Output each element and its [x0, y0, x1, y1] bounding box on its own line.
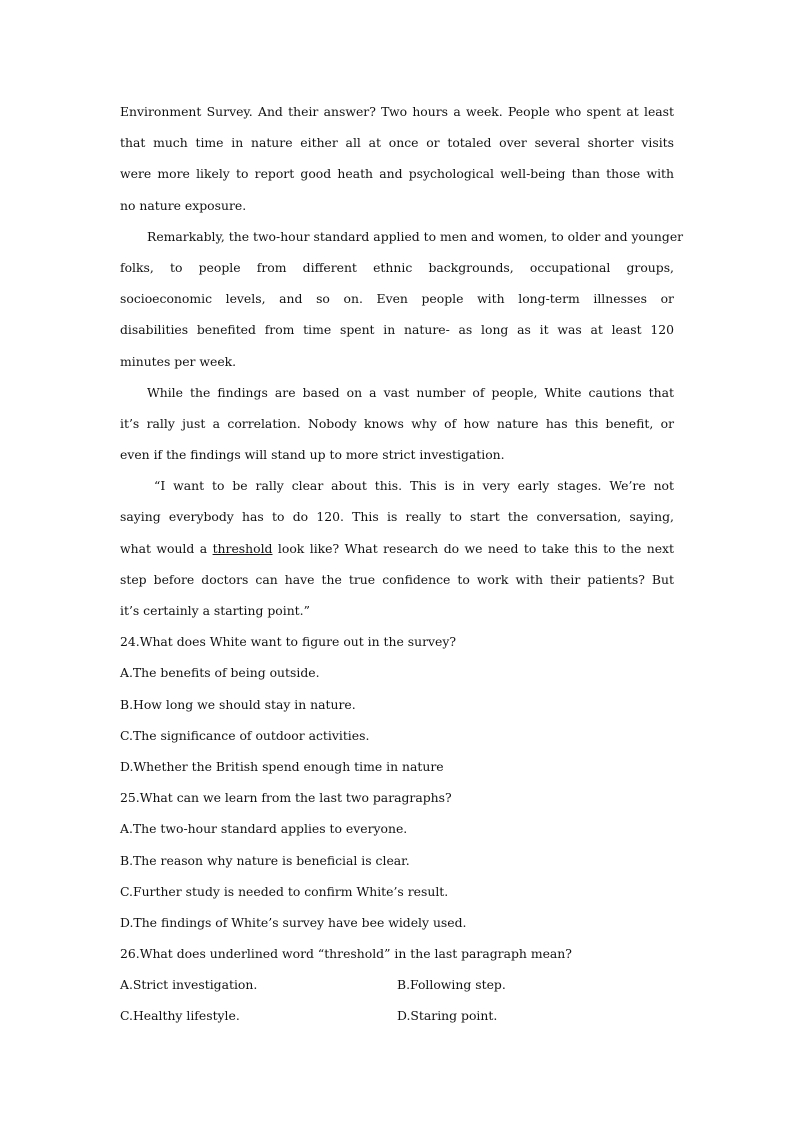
question-stem: 25.What can we learn from the last two paragraphs? [120, 790, 452, 806]
option-a: A.The benefits of being outside. [120, 665, 320, 681]
text-line: that much time in nature either all at once or totaled over several shorter visits [120, 135, 674, 151]
option-a: A.The two-hour standard applies to everyone. [120, 821, 408, 837]
text-line-with-underline [120, 533, 674, 564]
paragraph-3 [120, 377, 674, 471]
text-line: Environment Survey. And their answer? Two hours a week. People who spent at least [120, 104, 674, 119]
question-stem: 26.What does underlined word “threshold” in the last paragraph mean? [120, 946, 572, 962]
question-24 [120, 626, 674, 782]
text-segment: look like? What research do we need to take this to the next [272, 540, 674, 556]
option-c: C.Healthy lifestyle. [120, 1008, 240, 1024]
paragraph-1 [120, 96, 674, 221]
text-line: minutes per week. [120, 353, 237, 369]
exam-page [120, 96, 684, 1032]
paragraph-2 [120, 221, 684, 377]
option-a: A.Strict investigation. [120, 977, 258, 993]
option-c: C.Further study is needed to confirm White’s result. [120, 883, 449, 899]
option-d: D.Staring point. [397, 1008, 498, 1024]
question-25 [120, 782, 674, 938]
text-line: step before doctors can have the true confidence to work with their patients? But [120, 571, 674, 587]
text-line: it’s rally just a correlation. Nobody knows why of how nature has this benefit, or [120, 415, 674, 431]
option-d: D.Whether the British spend enough time in nature [120, 758, 444, 774]
text-line: socioeconomic levels, and so on. Even people with long-term illnesses or [120, 291, 674, 307]
text-line: “I want to be rally clear about this. This is in very early stages. We’re not [154, 478, 674, 494]
question-stem: 24.What does White want to figure out in the survey? [120, 634, 457, 650]
underlined-word-threshold: threshold [212, 540, 273, 556]
option-b: B.Following step. [397, 977, 506, 993]
text-line: no nature exposure. [120, 197, 247, 213]
text-line: disabilities benefited from time spent in nature- as long as it was at least 120 [120, 322, 674, 338]
options-row [120, 969, 674, 1000]
option-d: D.The findings of White’s survey have bee widely used. [120, 914, 467, 930]
option-b: B.The reason why nature is beneficial is clear. [120, 852, 410, 868]
text-line: it’s certainly a starting point.” [120, 603, 310, 618]
text-line: While the findings are based on a vast number of people, White cautions that [147, 384, 674, 400]
paragraph-4-quote [120, 470, 674, 626]
text-line: were more likely to report good heath and psychological well-being than those with [120, 166, 674, 182]
text-line: Remarkably, the two-hour standard applied to men and women, to older and younger [147, 228, 684, 244]
question-26 [120, 938, 674, 1032]
text-line: folks, to people from different ethnic backgrounds, occupational groups, [120, 259, 674, 275]
text-segment: what would a [120, 540, 213, 556]
options-row [120, 1000, 674, 1031]
option-b: B.How long we should stay in nature. [120, 696, 356, 712]
text-line: saying everybody has to do 120. This is really to start the conversation, saying, [120, 509, 674, 525]
option-c: C.The significance of outdoor activities. [120, 727, 370, 743]
text-line: even if the findings will stand up to more strict investigation. [120, 447, 505, 463]
